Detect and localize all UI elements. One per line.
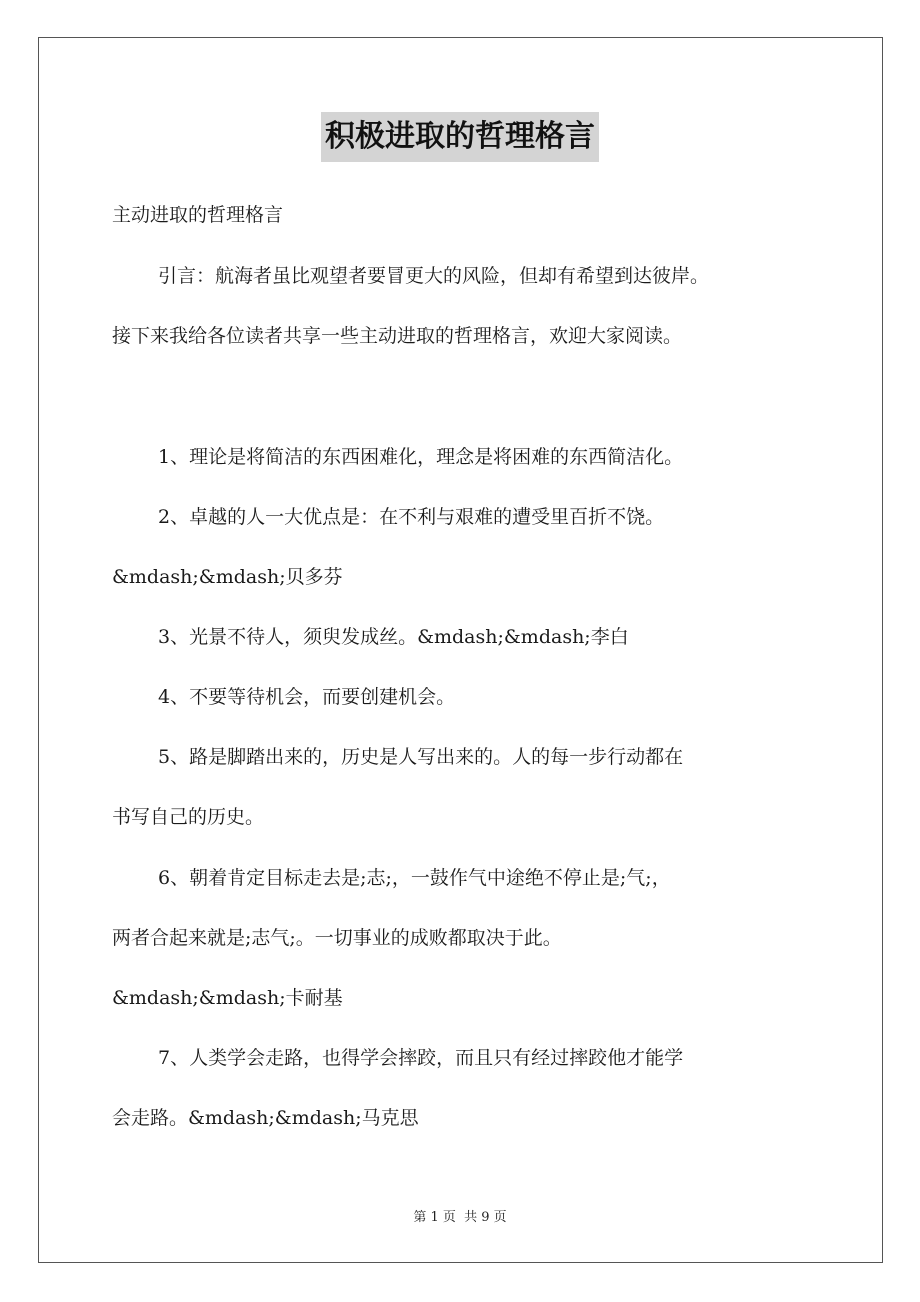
section-heading: 主动进取的哲理格言 [112, 204, 284, 226]
page-number: 第 1 页 [413, 1210, 456, 1225]
page-footer [0, 1206, 920, 1225]
intro-paragraph-line-1: 引言：航海者虽比观望者要冒更大的风险，但却有希望到达彼岸。 [158, 265, 710, 287]
quote-attribution: &mdash;&mdash;贝多芬 [112, 566, 343, 588]
quote-line: 4、不要等待机会，而要创建机会。 [158, 686, 456, 708]
page-total: 共 9 页 [464, 1210, 507, 1225]
quote-attribution: &mdash;&mdash;卡耐基 [112, 987, 343, 1009]
quote-line: 3、光景不待人，须臾发成丝。&mdash;&mdash;李白 [158, 626, 629, 648]
document-title: 积极进取的哲理格言 [321, 112, 599, 162]
quote-continuation: 会走路。&mdash;&mdash;马克思 [112, 1107, 419, 1129]
quote-line: 6、朝着肯定目标走去是;志;，一鼓作气中途绝不停止是;气;， [158, 867, 671, 889]
quote-line: 2、卓越的人一大优点是：在不利与艰难的遭受里百折不饶。 [158, 506, 665, 528]
intro-paragraph-line-2: 接下来我给各位读者共享一些主动进取的哲理格言，欢迎大家阅读。 [112, 325, 683, 347]
quote-line: 1、理论是将简洁的东西困难化，理念是将困难的东西简洁化。 [158, 446, 684, 468]
quote-line: 7、人类学会走路，也得学会摔跤，而且只有经过摔跤他才能学 [158, 1047, 684, 1069]
quote-continuation: 书写自己的历史。 [112, 806, 265, 828]
title-container [0, 112, 920, 162]
quote-line: 5、路是脚踏出来的，历史是人写出来的。人的每一步行动都在 [158, 746, 684, 768]
quote-continuation: 两者合起来就是;志气;。一切事业的成败都取决于此。 [112, 927, 562, 949]
